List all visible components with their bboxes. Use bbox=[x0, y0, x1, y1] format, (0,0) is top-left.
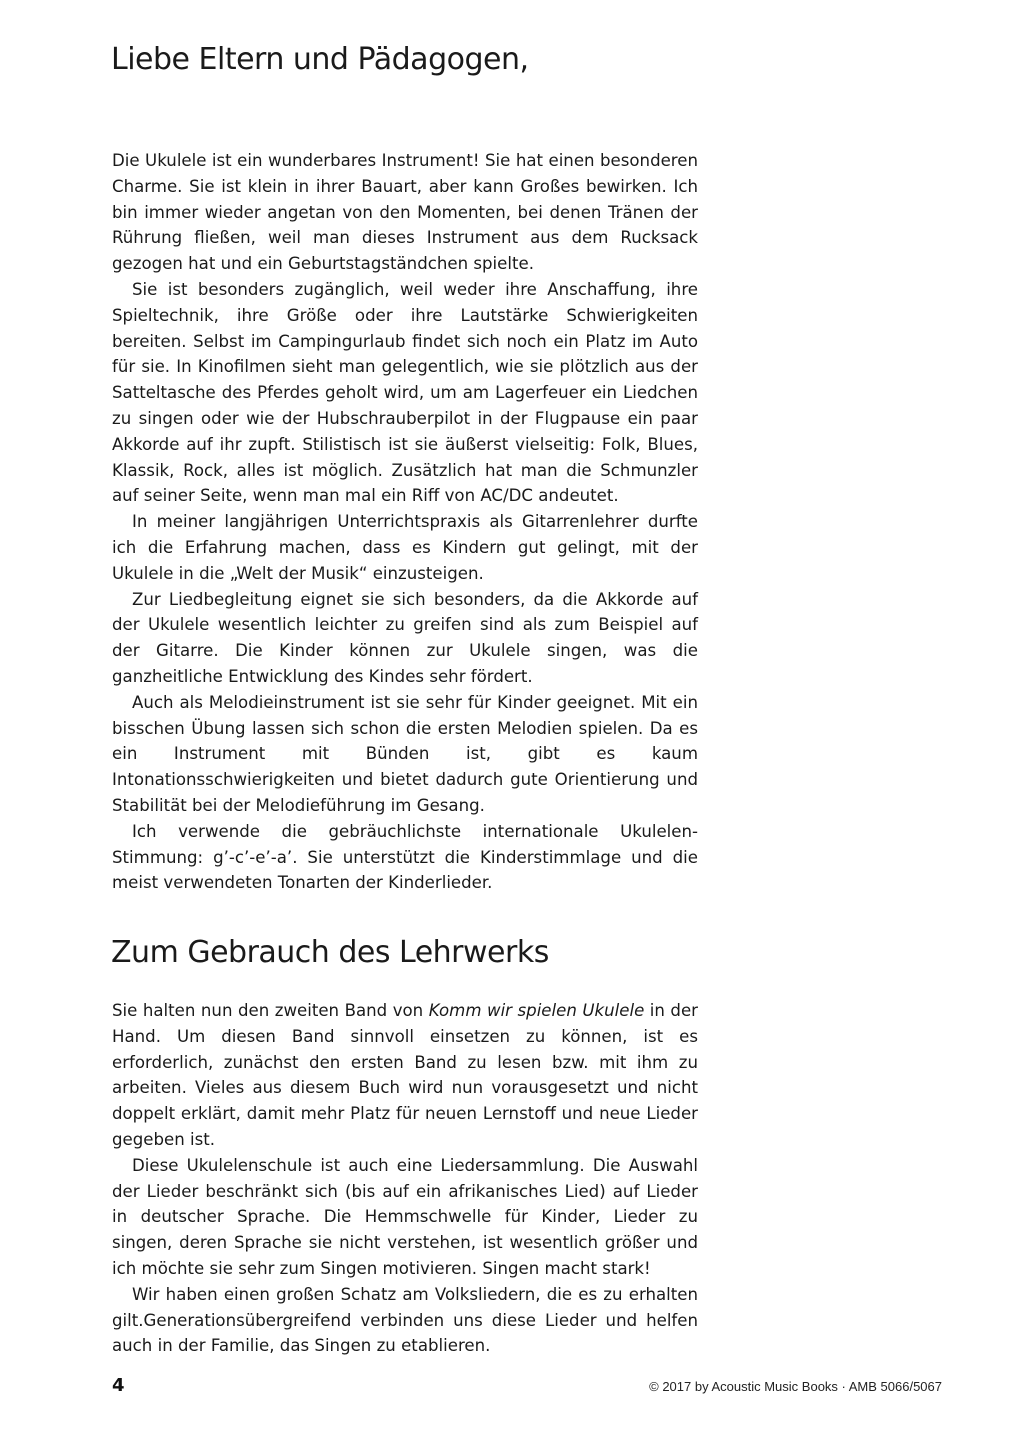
text-run: in der Hand. Um diesen Band sinnvoll einsetzen zu können, ist es erforderlich, zunächst den ersten Band zu lesen bzw. mit ihm zu arbeiten. Vieles aus diesem Buch wird nun vorausgesetzt und nicht doppelt erklärt, damit mehr Platz für neuen Lernstoff und neue Lieder gegeben ist. bbox=[112, 1001, 698, 1149]
paragraph: Zur Liedbegleitung eignet sie sich besonders, da die Akkorde auf der Ukulele wesentlich leichter zu greifen sind als zum Beispiel auf der Gitarre. Die Kinder können zur Ukulele singen, was die ganzheitliche Entwicklung des Kindes sehr fördert. bbox=[112, 589, 698, 686]
book-title: Komm wir spielen Ukulele bbox=[428, 1001, 645, 1020]
paragraph: In meiner langjährigen Unterrichtspraxis als Gitarrenlehrer durfte ich die Erfahrung machen, dass es Kindern gut gelingt, mit der Ukulele in die „Welt der Musik“ einzusteigen. bbox=[112, 512, 698, 583]
copyright-notice: © 2017 by Acoustic Music Books · AMB 5066/5067 bbox=[649, 1379, 942, 1394]
section-body bbox=[112, 148, 698, 896]
paragraph: Sie ist besonders zugänglich, weil weder ihre Anschaffung, ihre Spieltechnik, ihre Größe oder ihre Lautstärke Schwierigkeiten bereiten. Selbst im Campingurlaub findet sich noch ein Platz im Auto für sie. In Kinofilmen sieht man gelegentlich, wie sie plötzlich aus der Satteltasche des Pferdes geholt wird, um am Lagerfeuer ein Liedchen zu singen oder wie der Hubschrauberpilot in der Flugpause ein paar Akkorde auf ihr zupft. Stilistisch ist sie äußerst vielseitig: Folk, Blues, Klassik, Rock, alles ist möglich. Zusätzlich hat man die Schmunzler auf seiner Seite, wenn man mal ein Riff von AC/DC andeutet. bbox=[112, 279, 698, 506]
paragraph: Wir haben einen großen Schatz am Volksliedern, die es zu erhalten gilt.Generationsübergreifend verbinden uns diese Lieder und helfen auch in der Familie, das Singen zu etablieren. bbox=[112, 1284, 698, 1356]
text-run: Sie halten nun den zweiten Band von bbox=[112, 1001, 429, 1020]
paragraph bbox=[112, 998, 698, 1153]
paragraph: Auch als Melodieinstrument ist sie sehr für Kinder geeignet. Mit ein bisschen Übung lassen sich schon die ersten Melodien spielen. Da es ein Instrument mit Bünden ist, gibt es kaum Intonationsschwierigkeiten und bietet dadurch gute Orientierung und Stabilität bei der Melodieführung im Gesang. bbox=[112, 692, 698, 815]
paragraph: Diese Ukulelenschule ist auch eine Liedersammlung. Die Auswahl der Lieder beschränkt sich (bis auf ein afrikanisches Lied) auf Lieder in deutscher Sprache. Die Hemmschwelle für Kinder, Lieder zu singen, deren Sprache sie nicht verstehen, ist wesentlich größer und ich möchte sie sehr zum Singen motivieren. Singen macht stark! bbox=[112, 1155, 698, 1278]
section-title: Zum Gebrauch des Lehrwerks bbox=[111, 935, 549, 970]
page-number: 4 bbox=[112, 1375, 125, 1396]
paragraph: Ich verwende die gebräuchlichste internationale Ukulelen-Stimmung: g’-c’-e’-a’. Sie unterstützt die Kinderstimmlage und die meist verwendeten Tonarten der Kinderlieder. bbox=[112, 821, 698, 893]
section-body bbox=[112, 998, 698, 1359]
paragraph: Die Ukulele ist ein wunderbares Instrument! Sie hat einen besonderen Charme. Sie ist klein in ihrer Bauart, aber kann Großes bewirken. Ich bin immer wieder angetan von den Momenten, bei denen Tränen der Rührung fließen, weil man dieses Instrument aus dem Rucksack gezogen hat und ein Geburtstagständchen spielte. bbox=[112, 151, 698, 274]
section-title: Liebe Eltern und Pädagogen, bbox=[111, 42, 529, 77]
